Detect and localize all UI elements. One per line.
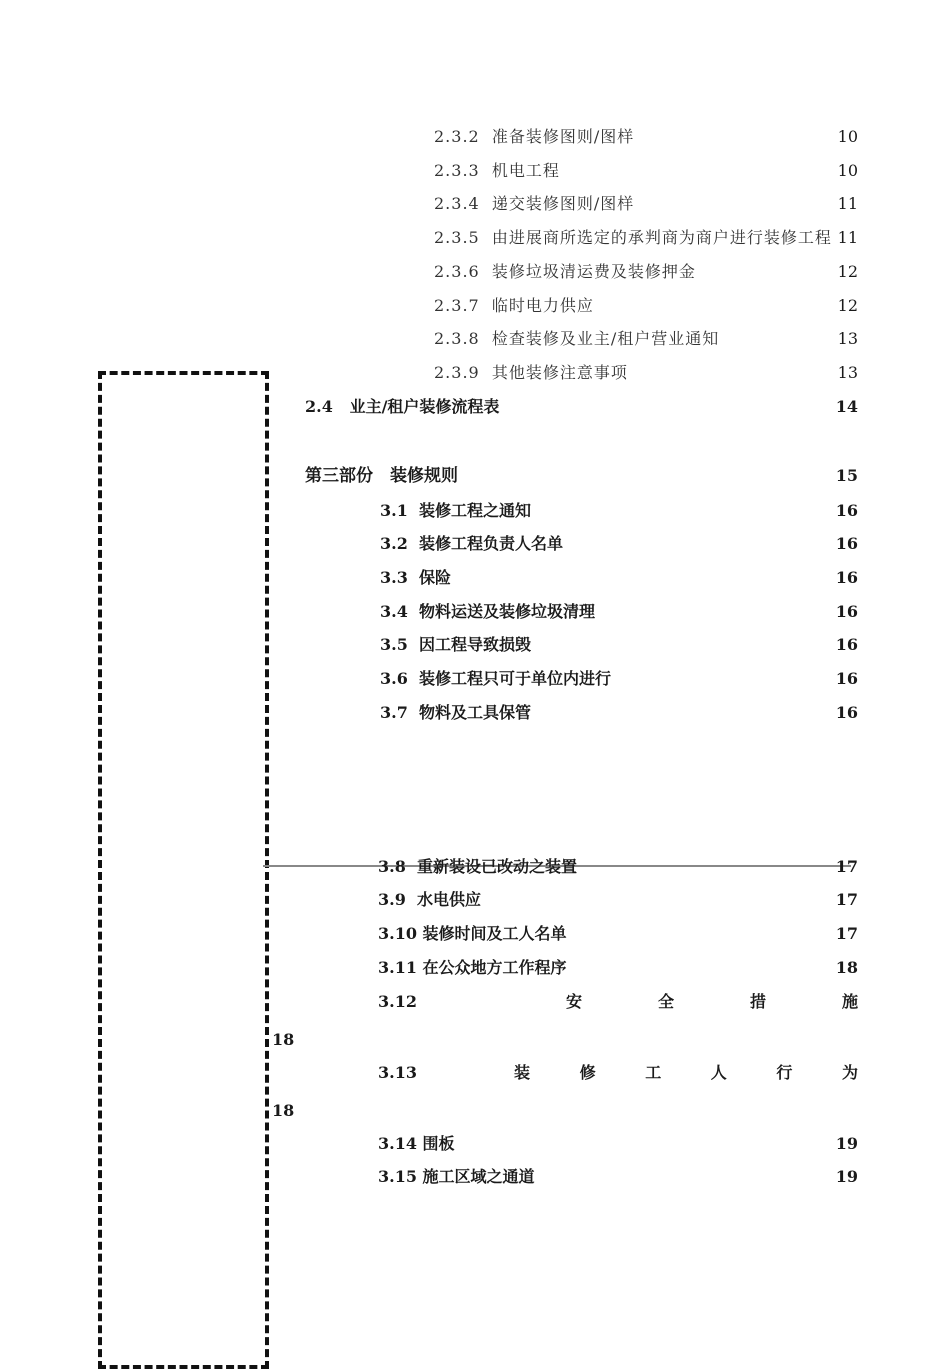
toc-entry[interactable]: [378, 924, 567, 944]
toc-entry[interactable]: [380, 703, 531, 723]
toc-entry[interactable]: [434, 329, 719, 349]
entry-number: 3.9: [378, 890, 406, 909]
entry-page-wrapped: 18: [272, 1030, 295, 1049]
toc-entry-number[interactable]: 3.12: [378, 992, 417, 1011]
toc-entry[interactable]: [380, 568, 451, 588]
entry-page: 19: [835, 1134, 858, 1153]
entry-page: 16: [835, 635, 858, 654]
entry-title: 水电供应: [416, 890, 481, 909]
title-char: 安: [566, 992, 583, 1011]
entry-page: 11: [837, 194, 858, 213]
toc-entry[interactable]: [434, 262, 696, 282]
entry-number: 3.15: [378, 1167, 417, 1186]
entry-page: 16: [835, 602, 858, 621]
toc-entry[interactable]: [378, 857, 577, 877]
title-char: 措: [749, 992, 766, 1011]
entry-page: 16: [835, 669, 858, 688]
entry-title: 装修时间及工人名单: [422, 924, 567, 943]
entry-page: 17: [835, 890, 858, 909]
toc-entry-title-spread: [566, 992, 858, 1012]
toc-entry-title-spread: [514, 1063, 858, 1083]
entry-title: 业主/租户装修流程表: [349, 397, 500, 416]
entry-number: 3.8: [378, 857, 406, 876]
entry-number: 3.10: [378, 924, 417, 943]
entry-title: 机电工程: [491, 161, 560, 180]
entry-number: 3.2: [380, 534, 408, 553]
entry-number: 3.7: [380, 703, 408, 722]
toc-entry[interactable]: [434, 228, 832, 248]
entry-title: 装修工程只可于单位内进行: [418, 669, 611, 688]
toc-entry[interactable]: [434, 296, 594, 316]
dashed-frame: [98, 371, 269, 1369]
toc-entry[interactable]: [434, 161, 560, 181]
entry-page: 10: [837, 127, 858, 146]
entry-page-wrapped: 18: [272, 1101, 295, 1120]
entry-page: 19: [835, 1167, 858, 1186]
entry-number: 3.14: [378, 1134, 417, 1153]
entry-number: 2.3.2: [434, 127, 480, 146]
toc-entry[interactable]: [434, 194, 634, 214]
entry-title: 围板: [422, 1134, 455, 1153]
toc-entry[interactable]: [434, 363, 628, 383]
entry-number: 3.11: [378, 958, 417, 977]
entry-number: 3.3: [380, 568, 408, 587]
entry-title: 物料及工具保管: [418, 703, 531, 722]
toc-entry[interactable]: [380, 669, 611, 689]
toc-entry-number[interactable]: 3.13: [378, 1063, 417, 1082]
entry-title: 准备装修图则/图样: [491, 127, 635, 146]
title-char: 工: [645, 1063, 662, 1082]
entry-page: 14: [835, 397, 858, 416]
title-char: 装: [514, 1063, 531, 1082]
entry-title: 施工区域之通道: [422, 1167, 535, 1186]
entry-page: 13: [837, 329, 858, 348]
entry-title: 装修垃圾清运费及装修押金: [491, 262, 696, 281]
entry-page: 16: [835, 534, 858, 553]
entry-page: 10: [837, 161, 858, 180]
entry-title: 物料运送及装修垃圾清理: [418, 602, 595, 621]
entry-number: 2.3.9: [434, 363, 480, 382]
entry-number: 2.3.8: [434, 329, 480, 348]
entry-title: 递交装修图则/图样: [491, 194, 635, 213]
toc-entry[interactable]: [380, 534, 563, 554]
entry-title: 检查装修及业主/租户营业通知: [491, 329, 720, 348]
title-char: 行: [776, 1063, 793, 1082]
entry-page: 17: [835, 857, 858, 876]
entry-title: 由进展商所选定的承判商为商户进行装修工程: [491, 228, 832, 247]
toc-entry[interactable]: [378, 1134, 455, 1154]
entry-page: 17: [835, 924, 858, 943]
toc-entry[interactable]: [378, 958, 567, 978]
part-heading-page: 15: [835, 466, 858, 485]
toc-entry[interactable]: [378, 1167, 535, 1187]
entry-number: 3.4: [380, 602, 408, 621]
title-char: 全: [657, 992, 674, 1011]
entry-page: 16: [835, 501, 858, 520]
entry-number: 2.3.3: [434, 161, 480, 180]
title-char: 为: [841, 1063, 858, 1082]
toc-entry[interactable]: [380, 602, 595, 622]
entry-title: 在公众地方工作程序: [422, 958, 567, 977]
entry-page: 16: [835, 703, 858, 722]
entry-number: 2.3.5: [434, 228, 480, 247]
entry-page: 11: [837, 228, 858, 247]
entry-title: 临时电力供应: [491, 296, 594, 315]
entry-number: 3.5: [380, 635, 408, 654]
entry-number: 2.3.6: [434, 262, 480, 281]
entry-page: 12: [837, 262, 858, 281]
entry-number: 2.3.4: [434, 194, 480, 213]
title-char: 施: [841, 992, 858, 1011]
entry-page: 13: [837, 363, 858, 382]
entry-page: 18: [835, 958, 858, 977]
entry-title: 装修工程之通知: [418, 501, 531, 520]
entry-title: 重新装设已改动之装置: [416, 857, 577, 876]
entry-number: 3.1: [380, 501, 408, 520]
title-char: 人: [710, 1063, 727, 1082]
toc-entry[interactable]: [434, 127, 634, 147]
part-heading[interactable]: 第三部份 装修规则: [305, 466, 458, 486]
entry-page: 16: [835, 568, 858, 587]
toc-entry[interactable]: [380, 501, 531, 521]
entry-page: 12: [837, 296, 858, 315]
entry-title: 保险: [418, 568, 451, 587]
entry-number: 2.4: [305, 397, 333, 416]
toc-entry[interactable]: [380, 635, 531, 655]
title-char: 修: [579, 1063, 596, 1082]
entry-number: 3.6: [380, 669, 408, 688]
toc-entry-2-4[interactable]: [305, 397, 499, 417]
entry-number: 2.3.7: [434, 296, 480, 315]
entry-title: 其他装修注意事项: [491, 363, 628, 382]
entry-title: 因工程导致损毁: [418, 635, 531, 654]
toc-entry[interactable]: [378, 890, 481, 910]
entry-title: 装修工程负责人名单: [418, 534, 563, 553]
